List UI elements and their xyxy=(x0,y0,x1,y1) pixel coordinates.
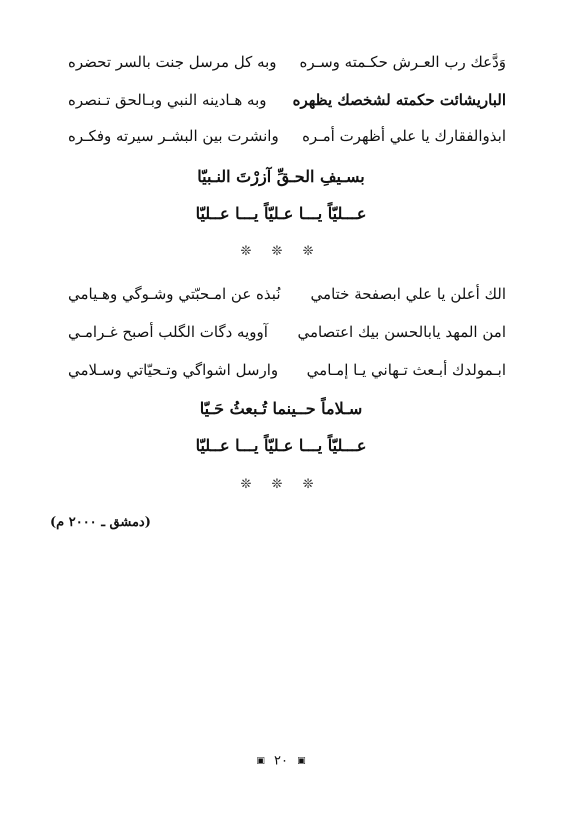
couplet-1 xyxy=(68,52,506,82)
hemistich-left: وارسل اشواگي وتـحيّاتي وسـلامي xyxy=(68,361,279,379)
refrain-line-1: سـلاماً حــينما تُـبعثُ حَـيّا xyxy=(199,399,363,418)
hemistich-left: وانشرت بين البشـر سيرته وفكـره xyxy=(68,127,279,145)
hemistich-left: وبه كل مرسل جنت بالسر تحضره xyxy=(68,53,277,71)
square-ornament-icon: ▣ xyxy=(256,756,265,766)
couplet-3 xyxy=(68,126,506,156)
hemistich-left: آوويه دگات الگلب أصبح غـرامـي xyxy=(68,323,268,341)
hemistich-right: امن المهد يابالحسن بيك اعتصامي xyxy=(297,323,506,341)
hemistich-right: ابذوالفقارك يا علي أظهرت أمـره xyxy=(302,127,506,145)
hemistich-left: نُبذه عن امـحبّتي وشـوگي وهـيامي xyxy=(68,285,281,303)
place-and-date: (دمشق ـ ٢٠٠٠ م) xyxy=(50,515,151,530)
couplet-5 xyxy=(68,322,506,352)
hemistich-right: ابـمولدك أبـعث تـهاني يـا إمـامي xyxy=(306,361,506,379)
section-separator: ❊ ❊ ❊ xyxy=(240,244,322,259)
section-separator: ❊ ❊ ❊ xyxy=(240,477,322,492)
hemistich-right: الك أعلن يا علي ابصفحة ختامي xyxy=(310,285,506,303)
refrain-line-1: بسـيفِ الحـقِّ آزرْتَ النـبيّا xyxy=(197,167,365,186)
refrain-line-2: عـــليّاً يـــا عـليّاً يـــا عــليّا xyxy=(195,204,367,223)
page-number-footer xyxy=(0,753,562,770)
couplet-6 xyxy=(68,360,506,390)
couplet-4 xyxy=(68,284,506,314)
couplet-2 xyxy=(68,90,506,120)
hemistich-right: الباريشائت حكمته لشخصك يظهره xyxy=(292,91,506,109)
square-ornament-icon: ▣ xyxy=(297,756,306,766)
hemistich-right: وَدَّعك رب العـرش حكـمته وسـره xyxy=(299,53,506,71)
refrain-line-2: عـــليّاً يـــا عـليّاً يـــا عــليّا xyxy=(195,436,367,455)
page-number: ٢٠ xyxy=(274,753,288,769)
hemistich-left: وبه هـادينه النبي وبـالحق تـنصره xyxy=(68,91,267,109)
